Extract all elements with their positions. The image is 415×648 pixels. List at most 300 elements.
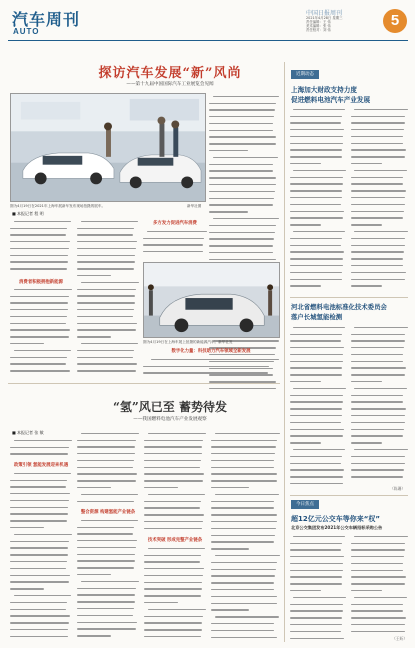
body-text-line	[351, 446, 408, 453]
body-text-line	[77, 444, 139, 451]
body-text-line	[351, 133, 408, 140]
body-text-line	[209, 222, 279, 229]
body-text-line	[290, 446, 346, 453]
body-text-line	[351, 208, 408, 215]
body-text-line	[290, 242, 346, 249]
body-text-line	[290, 358, 346, 365]
body-text-line	[290, 392, 346, 399]
body-text-line	[351, 621, 408, 628]
body-text-line	[290, 406, 346, 413]
body-text-line	[10, 538, 72, 545]
body-text-line	[290, 106, 346, 113]
body-text-line	[143, 248, 207, 255]
body-text-line	[144, 606, 206, 613]
body-text-line	[144, 593, 206, 600]
body-text-line	[10, 579, 72, 586]
body-text-line	[290, 412, 346, 419]
body-text-line	[144, 552, 206, 559]
sidebar-item-1-title: 上海加大财政支持力度	[291, 86, 357, 94]
body-text-line	[290, 208, 346, 215]
body-text-line	[211, 586, 280, 593]
body-text-line	[211, 607, 280, 614]
body-text-line	[10, 245, 72, 252]
body-text-line	[351, 372, 408, 379]
body-text-line	[351, 167, 408, 174]
body-text-line	[10, 334, 72, 341]
body-text-line	[290, 351, 346, 358]
body-text-line	[10, 524, 72, 531]
body-text-line	[351, 474, 408, 481]
hydrogen-col3a	[144, 430, 206, 534]
body-text-line	[290, 147, 346, 154]
body-text-line	[144, 464, 206, 471]
body-text-line	[144, 572, 206, 579]
body-text-line	[143, 235, 207, 242]
body-text-line	[209, 120, 279, 127]
body-text-line	[144, 525, 206, 532]
body-text-line	[290, 194, 346, 201]
body-text-line	[77, 491, 139, 498]
body-text-line	[290, 133, 346, 140]
focus-tag: 今日焦点	[291, 500, 319, 509]
body-text-line	[10, 531, 72, 538]
body-text-line	[144, 613, 206, 620]
sidebar-item-2-title: 落户长城氢能检测	[291, 313, 343, 321]
body-text-line	[10, 545, 72, 552]
body-text-line	[290, 608, 346, 615]
body-text-line	[211, 620, 280, 627]
body-text-line	[209, 93, 279, 100]
focus-title: 超12亿元公交车等你来“权”	[291, 515, 380, 523]
body-text-line	[144, 620, 206, 627]
body-text-line	[351, 467, 408, 474]
body-text-line	[77, 605, 139, 612]
body-text-line	[351, 194, 408, 201]
body-text-line	[211, 450, 280, 457]
section-subtitle: AUTO	[13, 27, 40, 36]
body-text-line	[209, 195, 279, 202]
body-text-line	[211, 593, 280, 600]
body-text-line	[351, 567, 408, 574]
body-text-line	[351, 460, 408, 467]
body-text-line	[10, 599, 72, 606]
lead-body-col3a	[143, 228, 207, 258]
body-text-line	[77, 225, 139, 232]
body-text-line	[290, 160, 346, 167]
body-text-line	[290, 113, 346, 120]
body-text-line	[351, 453, 408, 460]
body-text-line	[290, 283, 346, 290]
body-text-line	[351, 331, 408, 338]
body-text-line	[77, 619, 139, 626]
body-text-line	[209, 243, 279, 250]
body-text-line	[211, 580, 280, 587]
body-text-line	[77, 471, 139, 478]
body-text-line	[211, 457, 280, 464]
body-text-line	[211, 532, 280, 539]
body-text-line	[77, 334, 139, 341]
body-text-line	[10, 484, 72, 491]
hydrogen-col2b	[77, 517, 139, 642]
body-text-line	[211, 566, 280, 573]
body-text-line	[351, 365, 408, 372]
body-text-line	[209, 100, 279, 107]
body-text-line	[211, 464, 280, 471]
body-text-line	[209, 229, 279, 236]
body-text-line	[290, 385, 346, 392]
auto-show-illustration	[11, 94, 205, 201]
body-text-line	[351, 440, 408, 447]
body-text-line	[77, 484, 139, 491]
body-text-line	[211, 546, 280, 553]
body-text-line	[10, 451, 72, 458]
body-text-line	[351, 594, 408, 601]
body-text-line	[290, 399, 346, 406]
body-text-line	[209, 215, 279, 222]
body-text-line	[290, 154, 346, 161]
body-text-line	[209, 134, 279, 141]
body-text-line	[351, 358, 408, 365]
body-text-line	[211, 525, 280, 532]
body-text-line	[209, 147, 279, 154]
body-text-line	[351, 378, 408, 385]
masthead	[0, 0, 415, 40]
body-text-line	[351, 426, 408, 433]
body-text-line	[144, 430, 206, 437]
body-text-line	[211, 484, 280, 491]
body-text-line	[211, 430, 280, 437]
body-text-line	[77, 626, 139, 633]
body-text-line	[77, 612, 139, 619]
body-text-line	[10, 293, 72, 300]
body-text-line	[10, 218, 72, 225]
body-text-line	[77, 245, 139, 252]
body-text-line	[144, 478, 206, 485]
body-text-line	[211, 512, 280, 519]
body-text-line	[351, 419, 408, 426]
body-text-line	[77, 524, 139, 531]
body-text-line	[351, 188, 408, 195]
body-text-line	[290, 256, 346, 263]
body-text-line	[211, 491, 280, 498]
body-text-line	[209, 107, 279, 114]
body-text-line	[290, 228, 346, 235]
body-text-line	[351, 392, 408, 399]
body-text-line	[211, 627, 280, 634]
body-text-line	[77, 218, 139, 225]
body-text-line	[77, 592, 139, 599]
body-text-line	[351, 540, 408, 547]
body-text-line	[290, 560, 346, 567]
body-text-line	[290, 547, 346, 554]
body-text-line	[290, 276, 346, 283]
hydrogen-byline: ■ 本报记者 张 敏	[12, 430, 44, 435]
lead-subhead-2: 多方发力促进汽车消费	[153, 221, 197, 226]
hydrogen-col2a	[77, 430, 139, 506]
body-text-line	[290, 222, 346, 229]
body-text-line	[144, 545, 206, 552]
body-text-line	[211, 634, 280, 641]
body-text-line	[351, 126, 408, 133]
body-text-line	[351, 399, 408, 406]
body-text-line	[211, 552, 280, 559]
body-text-line	[351, 338, 408, 345]
body-text-line	[351, 351, 408, 358]
body-text-line	[10, 470, 72, 477]
body-text-line	[351, 608, 408, 615]
body-text-line	[290, 372, 346, 379]
lead-subhead-1: 消费者积极拥抱新能源	[19, 280, 63, 285]
sidebar-item-2-col2	[351, 324, 408, 484]
body-text-line	[144, 450, 206, 457]
body-text-line	[209, 127, 279, 134]
body-text-line	[209, 161, 279, 168]
hydrogen-subhead-3: 技术突破 形成完整产业链条	[147, 538, 203, 543]
body-text-line	[144, 579, 206, 586]
body-text-line	[143, 356, 280, 363]
body-text-line	[211, 437, 280, 444]
body-text-line	[351, 154, 408, 161]
body-text-line	[77, 537, 139, 544]
sidebar-item-2-title: 河北省燃料电池标准化技术委员会	[291, 303, 387, 311]
body-text-line	[77, 361, 139, 368]
body-text-line	[290, 174, 346, 181]
body-text-line	[77, 293, 139, 300]
body-text-line	[144, 484, 206, 491]
body-text-line	[144, 518, 206, 525]
lead-deck: ——第十九届中国国际汽车工业展览会见闻	[126, 82, 214, 87]
body-text-line	[211, 498, 280, 505]
body-text-line	[77, 272, 139, 279]
hydrogen-headline: “氢”风已至 蓄势待发	[113, 400, 227, 414]
body-text-line	[211, 614, 280, 621]
body-text-line	[77, 368, 139, 375]
body-text-line	[351, 235, 408, 242]
body-text-line	[290, 331, 346, 338]
body-text-line	[144, 627, 206, 634]
body-text-line	[10, 558, 72, 565]
body-text-line	[290, 120, 346, 127]
body-text-line	[211, 539, 280, 546]
sidebar-item-1-title: 促进燃料电池汽车产业发展	[291, 96, 371, 104]
meta-line: 美术编辑：张 伟	[306, 24, 331, 28]
sidebar-divider	[290, 495, 408, 496]
body-text-line	[351, 181, 408, 188]
body-text-line	[290, 440, 346, 447]
body-text-line	[351, 553, 408, 560]
body-text-line	[351, 385, 408, 392]
section-title: 汽车周刊	[12, 10, 81, 29]
body-text-line	[144, 512, 206, 519]
body-text-line	[10, 361, 72, 368]
body-text-line	[290, 215, 346, 222]
body-text-line	[351, 533, 408, 540]
body-text-line	[10, 497, 72, 504]
body-text-line	[10, 572, 72, 579]
body-text-line	[209, 175, 279, 182]
body-text-line	[351, 560, 408, 567]
body-text-line	[144, 491, 206, 498]
body-text-line	[290, 188, 346, 195]
focus-col2	[351, 533, 408, 635]
body-text-line	[77, 498, 139, 505]
page-number-badge: 5	[383, 9, 407, 33]
body-text-line	[290, 167, 346, 174]
body-text-line	[351, 140, 408, 147]
hydrogen-col1b	[10, 470, 72, 642]
body-text-line	[77, 578, 139, 585]
body-text-line	[290, 433, 346, 440]
body-text-line	[209, 202, 279, 209]
body-text-line	[77, 306, 139, 313]
focus-col1	[290, 533, 346, 642]
body-text-line	[10, 300, 72, 307]
sidebar-item-2-col1	[290, 324, 346, 490]
body-text-line	[211, 600, 280, 607]
hydrogen-col4	[211, 430, 280, 642]
lead-body-col1a	[10, 218, 72, 276]
body-text-line	[209, 113, 279, 120]
body-text-line	[10, 613, 72, 620]
body-text-line	[351, 228, 408, 235]
body-text-line	[10, 286, 72, 293]
body-text-line	[351, 262, 408, 269]
body-text-line	[10, 225, 72, 232]
body-text-line	[10, 633, 72, 640]
body-text-line	[211, 518, 280, 525]
body-text-line	[290, 378, 346, 385]
body-text-line	[77, 430, 139, 437]
body-text-line	[290, 574, 346, 581]
body-text-line	[290, 235, 346, 242]
body-text-line	[351, 587, 408, 594]
column-divider	[284, 62, 285, 642]
body-text-line	[351, 283, 408, 290]
body-text-line	[77, 286, 139, 293]
body-text-line	[290, 540, 346, 547]
body-text-line	[290, 181, 346, 188]
meta-line: 责任编辑：王 伟	[306, 20, 331, 24]
body-text-line	[290, 201, 346, 208]
body-text-line	[351, 615, 408, 622]
body-text-line	[290, 567, 346, 574]
hydrogen-col1a	[10, 437, 72, 459]
body-text-line	[77, 347, 139, 354]
body-text-line	[290, 533, 346, 540]
body-text-line	[144, 599, 206, 606]
body-text-line	[10, 437, 72, 444]
body-text-line	[351, 120, 408, 127]
body-text-line	[143, 242, 207, 249]
nev-illustration	[144, 263, 279, 337]
body-text-line	[10, 444, 72, 451]
body-text-line	[351, 344, 408, 351]
body-text-line	[144, 498, 206, 505]
body-text-line	[10, 504, 72, 511]
body-text-line	[351, 601, 408, 608]
body-text-line	[77, 279, 139, 286]
body-text-line	[290, 581, 346, 588]
body-text-line	[77, 340, 139, 347]
body-text-line	[211, 505, 280, 512]
lead-body-col3b	[143, 356, 280, 380]
body-text-line	[209, 236, 279, 243]
body-text-line	[10, 518, 72, 525]
body-text-line	[351, 628, 408, 635]
body-text-line	[144, 505, 206, 512]
body-text-line	[351, 201, 408, 208]
body-text-line	[77, 354, 139, 361]
body-text-line	[144, 457, 206, 464]
body-text-line	[77, 232, 139, 239]
hydrogen-subhead-2: 整合资源 构建氢能产业链条	[80, 510, 136, 515]
body-text-line	[209, 249, 279, 256]
body-text-line	[290, 249, 346, 256]
body-text-line	[10, 490, 72, 497]
masthead-rule	[8, 40, 408, 41]
body-text-line	[144, 586, 206, 593]
body-text-line	[290, 621, 346, 628]
body-text-line	[10, 266, 72, 273]
body-text-line	[290, 324, 346, 331]
body-text-line	[77, 313, 139, 320]
body-text-line	[144, 444, 206, 451]
body-text-line	[10, 620, 72, 627]
body-text-line	[77, 633, 139, 640]
body-text-line	[290, 628, 346, 635]
body-text-line	[351, 222, 408, 229]
body-text-line	[290, 426, 346, 433]
body-text-line	[10, 252, 72, 259]
body-text-line	[77, 478, 139, 485]
hydrogen-col3b	[144, 545, 206, 642]
body-text-line	[351, 406, 408, 413]
body-text-line	[143, 228, 207, 235]
body-text-line	[290, 601, 346, 608]
body-text-line	[10, 586, 72, 593]
body-text-line	[10, 347, 72, 354]
body-text-line	[77, 259, 139, 266]
body-text-line	[77, 238, 139, 245]
body-text-line	[351, 256, 408, 263]
lead-body-col1b	[10, 286, 72, 378]
focus-author: （王昕）	[392, 636, 408, 641]
body-text-line	[211, 444, 280, 451]
body-text-line	[143, 370, 280, 377]
photo-credit: 新华社图	[187, 204, 202, 208]
sidebar-author: （陈珊）	[390, 486, 406, 491]
body-text-line	[77, 558, 139, 565]
body-text-line	[77, 571, 139, 578]
body-text-line	[351, 574, 408, 581]
nev-photo-caption: 图为4月19日在上海车展上拍摄的新能源汽车。新华社发	[143, 340, 233, 344]
photo-caption: 图为4月19日在2021年上海车展新车发布现场拍摄的展车。	[10, 204, 106, 208]
body-text-line	[351, 269, 408, 276]
body-text-line	[290, 344, 346, 351]
paper-name: 中国日报周刊	[306, 10, 343, 17]
body-text-line	[351, 113, 408, 120]
body-text-line	[351, 160, 408, 167]
body-text-line	[290, 269, 346, 276]
hydrogen-subhead-1: 政策引领 氢能发展迎来机遇	[13, 463, 69, 468]
body-text-line	[290, 365, 346, 372]
lead-byline: ■ 本报记者 程 明	[12, 211, 44, 216]
body-text-line	[10, 626, 72, 633]
body-text-line	[77, 320, 139, 327]
body-text-line	[10, 340, 72, 347]
body-text-line	[290, 474, 346, 481]
body-text-line	[290, 553, 346, 560]
